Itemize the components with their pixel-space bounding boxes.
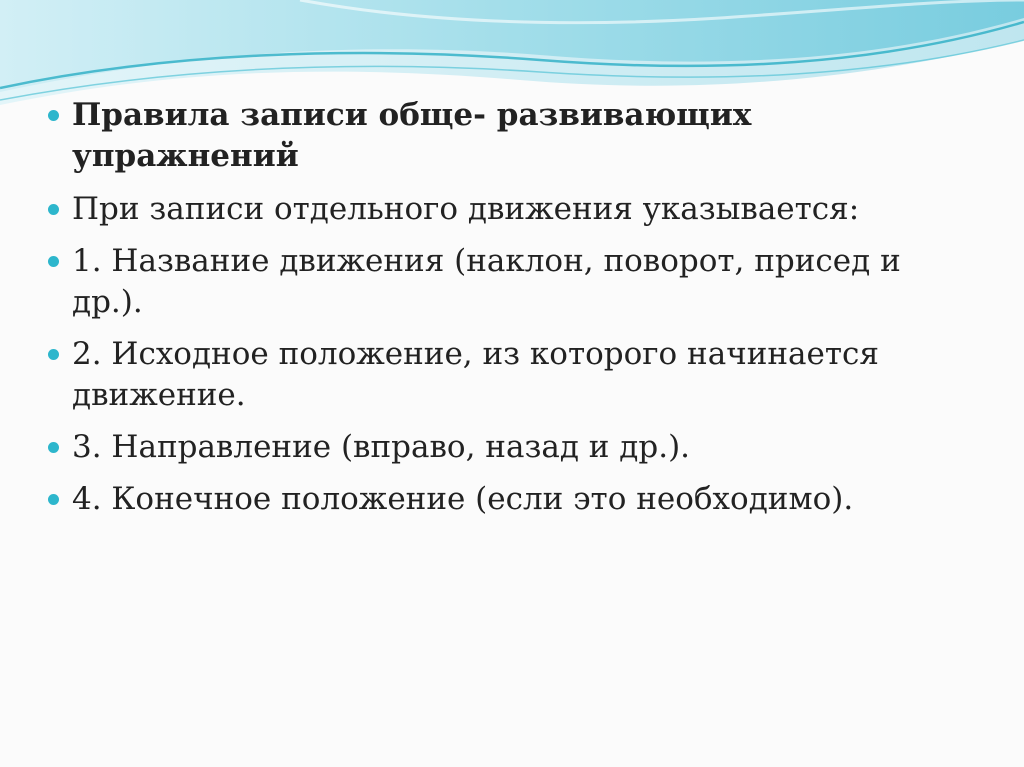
bullet-item: [48, 241, 948, 323]
bullet-text: 4. Конечное положение (если это необходимо).: [72, 481, 854, 517]
bullet-item: [48, 479, 948, 520]
bullet-item: [48, 334, 948, 416]
bullet-item: [48, 427, 948, 468]
bullet-dot-icon: [48, 494, 59, 505]
bullet-text: 1. Название движения (наклон, поворот, присед и др.).: [72, 243, 901, 320]
bullet-dot-icon: [48, 110, 59, 121]
bullet-dot-icon: [48, 442, 59, 453]
bullet-dot-icon: [48, 204, 59, 215]
slide-title-bullet: [48, 95, 948, 177]
bullet-text: При записи отдельного движения указывается:: [72, 191, 860, 227]
bullet-item: [48, 189, 948, 230]
bullet-text: Правила записи обще- развивающих упражнений: [72, 97, 752, 174]
content-area: [48, 95, 948, 531]
bullet-dot-icon: [48, 349, 59, 360]
bullet-list: [48, 95, 948, 520]
bullet-dot-icon: [48, 256, 59, 267]
bullet-text: 3. Направление (вправо, назад и др.).: [72, 429, 691, 465]
bullet-text: 2. Исходное положение, из которого начинается движение.: [72, 336, 879, 413]
